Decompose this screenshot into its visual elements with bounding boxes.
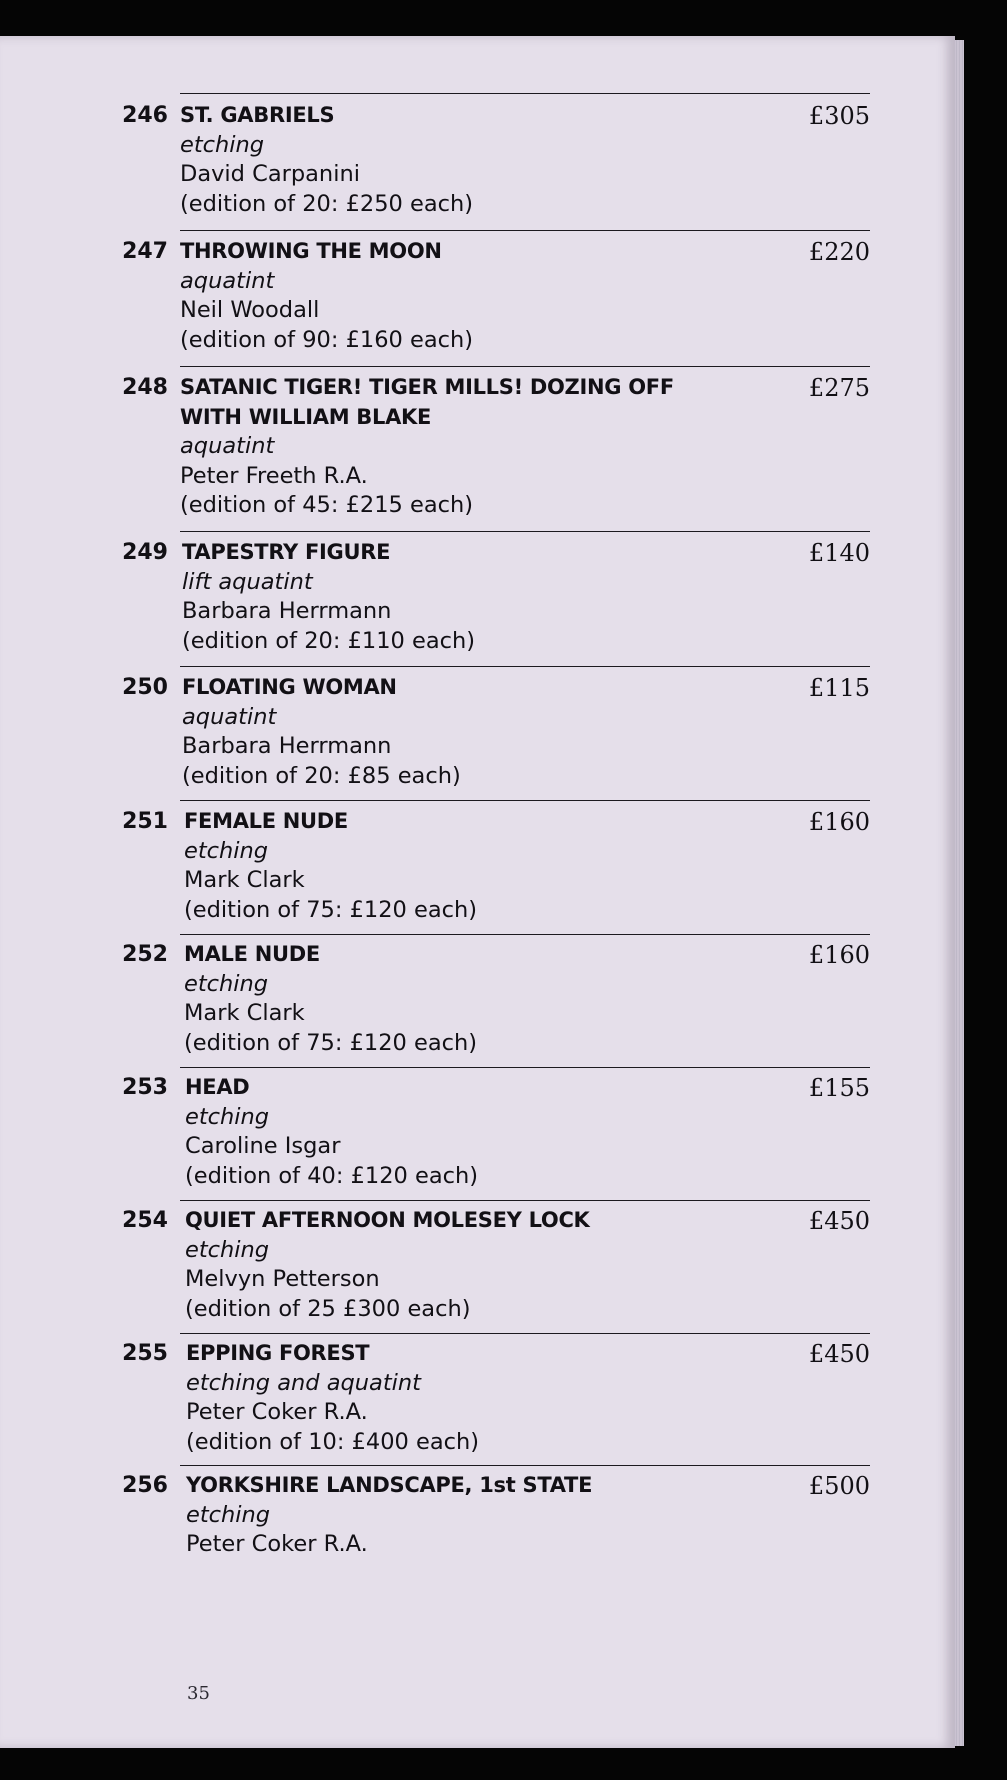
- entry-edition: (edition of 10: £400 each): [186, 1428, 480, 1455]
- entry-number: 250: [122, 675, 168, 700]
- entry-medium: etching: [185, 1103, 270, 1130]
- entry-title-line-2: WITH WILLIAM BLAKE: [180, 404, 432, 429]
- entry-artist: Mark Clark: [184, 1000, 305, 1026]
- entry-medium: etching: [186, 1501, 271, 1528]
- entry-title: HEAD: [185, 1075, 250, 1099]
- entry-details: [185, 1206, 590, 1324]
- entry-title: MALE NUDE: [184, 942, 320, 966]
- entry-number: 253: [122, 1075, 168, 1100]
- divider-rule: [180, 1333, 870, 1334]
- entry-medium: aquatint: [180, 433, 275, 459]
- entry-price: £160: [808, 808, 870, 836]
- divider-rule: [180, 531, 870, 532]
- entry-artist: Barbara Herrmann: [182, 733, 392, 759]
- entry-number: 246: [122, 103, 168, 128]
- entry-price: £155: [808, 1074, 870, 1102]
- entry-title: ST. GABRIELS: [180, 103, 335, 127]
- entry-number: 252: [122, 942, 168, 967]
- divider-rule: [180, 934, 870, 935]
- entry-medium: aquatint: [182, 703, 277, 730]
- entry-price: £140: [808, 539, 870, 567]
- entry-edition: (edition of 25 £300 each): [185, 1295, 471, 1322]
- entry-number: 249: [122, 540, 168, 565]
- entry-details: [182, 673, 461, 791]
- entry-medium: etching: [185, 1236, 270, 1263]
- entry-artist: Neil Woodall: [180, 297, 320, 323]
- entry-title: TAPESTRY FIGURE: [182, 540, 391, 564]
- entry-title: THROWING THE MOON: [180, 239, 442, 263]
- entry-artist: Mark Clark: [184, 867, 305, 893]
- entry-edition: (edition of 90: £160 each): [180, 326, 474, 353]
- entry-title: FEMALE NUDE: [184, 809, 348, 833]
- entry-price: £450: [808, 1207, 870, 1235]
- entry-edition: (edition of 45: £215 each): [180, 492, 474, 518]
- divider-rule: [180, 366, 870, 367]
- entry-edition: (edition of 20: £250 each): [180, 190, 474, 217]
- entry-number: 254: [122, 1208, 168, 1233]
- entry-medium: lift aquatint: [182, 568, 313, 595]
- entry-details: [182, 538, 475, 656]
- entry-artist: Peter Freeth R.A.: [180, 462, 368, 489]
- entry-medium: etching: [180, 131, 265, 158]
- entry-details: [185, 1073, 478, 1191]
- entry-title: YORKSHIRE LANDSCAPE, 1st STATE: [186, 1473, 593, 1497]
- entry-artist: Peter Coker R.A.: [186, 1399, 368, 1425]
- divider-rule: [180, 1465, 870, 1466]
- entry-title: QUIET AFTERNOON MOLESEY LOCK: [185, 1208, 590, 1232]
- entry-medium: etching and aquatint: [186, 1369, 421, 1396]
- entry-details: [184, 807, 477, 925]
- entry-details: [186, 1339, 479, 1457]
- divider-rule: [180, 1200, 870, 1201]
- entry-artist: Melvyn Petterson: [185, 1266, 380, 1292]
- entry-edition: (edition of 20: £110 each): [182, 627, 476, 654]
- entry-artist: David Carpanini: [180, 161, 360, 187]
- entry-number: 255: [122, 1341, 168, 1366]
- entry-medium: etching: [184, 970, 269, 997]
- page-number: 35: [187, 1683, 210, 1704]
- entry-price: £500: [808, 1472, 870, 1500]
- divider-rule: [180, 1067, 870, 1068]
- entry-edition: (edition of 20: £85 each): [182, 762, 461, 789]
- entry-details: [180, 237, 473, 355]
- entry-number: 256: [122, 1473, 168, 1498]
- entry-price: £275: [808, 374, 870, 402]
- entry-edition: (edition of 75: £120 each): [184, 1029, 478, 1056]
- entry-details: [180, 373, 674, 521]
- divider-rule: [180, 93, 870, 94]
- entry-details: [184, 940, 477, 1058]
- entry-price: £220: [808, 238, 870, 266]
- entry-edition: (edition of 40: £120 each): [185, 1162, 479, 1189]
- page-edge: [955, 40, 964, 1746]
- entry-number: 248: [122, 375, 168, 400]
- entry-edition: (edition of 75: £120 each): [184, 896, 478, 923]
- entry-price: £160: [808, 941, 870, 969]
- entry-medium: etching: [184, 837, 269, 864]
- entry-price: £115: [808, 674, 870, 702]
- divider-rule: [180, 800, 870, 801]
- entry-artist: Barbara Herrmann: [182, 598, 392, 624]
- entry-title: FLOATING WOMAN: [182, 675, 397, 699]
- divider-rule: [180, 230, 870, 231]
- entry-price: £450: [808, 1340, 870, 1368]
- entry-number: 247: [122, 239, 168, 264]
- entry-price: £305: [808, 102, 870, 130]
- entry-artist: Peter Coker R.A.: [186, 1531, 368, 1557]
- entry-title: SATANIC TIGER! TIGER MILLS! DOZING OFF: [180, 375, 674, 399]
- entry-details: [186, 1471, 592, 1560]
- entry-title: EPPING FOREST: [186, 1341, 370, 1365]
- entry-details: [180, 101, 473, 219]
- divider-rule: [180, 666, 870, 667]
- entry-number: 251: [122, 809, 168, 834]
- entry-artist: Caroline Isgar: [185, 1133, 341, 1159]
- entry-medium: aquatint: [180, 267, 275, 294]
